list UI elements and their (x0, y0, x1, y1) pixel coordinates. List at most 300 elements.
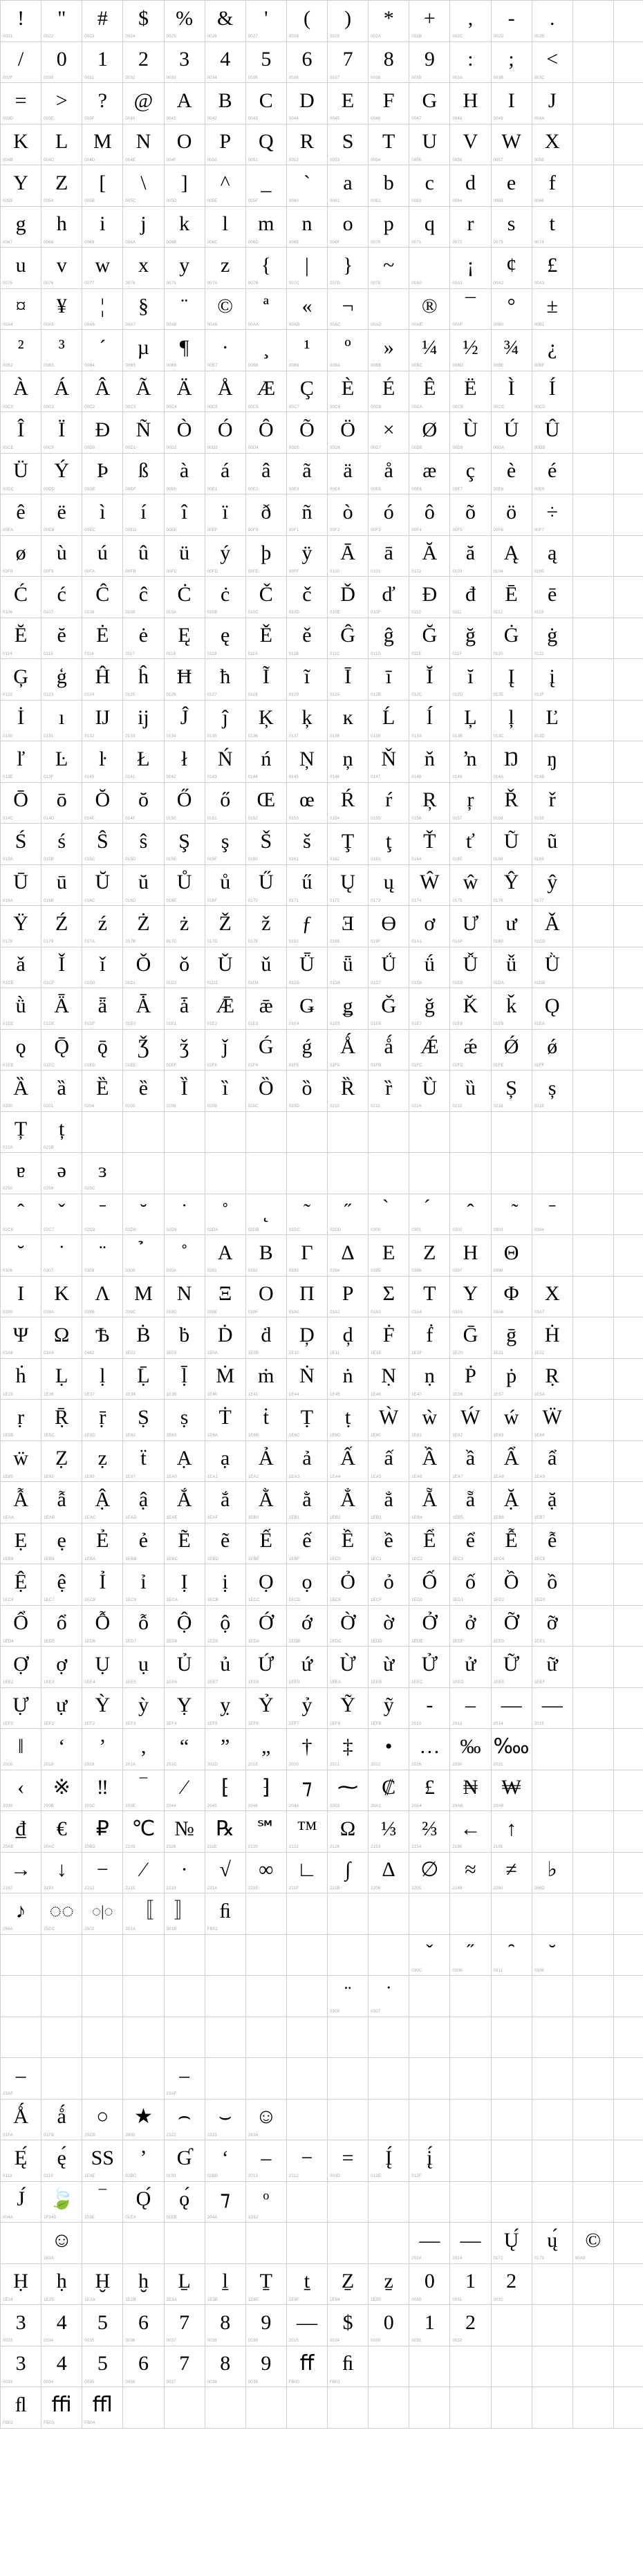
glyph-cell[interactable] (409, 1194, 450, 1235)
glyph-cell[interactable] (205, 1729, 245, 1770)
glyph-cell[interactable] (205, 124, 245, 165)
glyph-cell[interactable] (41, 1194, 82, 1235)
glyph-cell[interactable] (450, 1317, 491, 1359)
glyph-cell[interactable] (1, 2181, 41, 2223)
glyph-cell[interactable] (164, 288, 205, 330)
glyph-cell[interactable] (491, 1440, 532, 1482)
glyph-cell[interactable] (1, 659, 41, 701)
glyph-cell[interactable] (164, 494, 205, 536)
glyph-cell[interactable] (245, 1440, 286, 1482)
glyph-cell[interactable] (369, 83, 409, 124)
glyph-cell[interactable] (164, 1276, 205, 1317)
glyph-cell[interactable] (41, 248, 82, 289)
glyph-cell[interactable] (286, 535, 327, 577)
glyph-cell[interactable] (369, 1729, 409, 1770)
glyph-cell[interactable] (491, 577, 532, 618)
glyph-cell[interactable] (491, 1564, 532, 1606)
glyph-cell[interactable] (123, 1811, 164, 1853)
glyph-cell[interactable] (123, 700, 164, 741)
glyph-cell[interactable] (82, 83, 123, 124)
glyph-cell[interactable] (123, 330, 164, 371)
glyph-cell[interactable] (82, 577, 123, 618)
glyph-cell[interactable] (450, 1687, 491, 1729)
glyph-cell[interactable] (123, 2099, 164, 2140)
glyph-cell[interactable] (328, 1, 369, 42)
glyph-cell[interactable] (532, 700, 572, 741)
glyph-cell[interactable] (82, 1523, 123, 1564)
glyph-cell[interactable] (286, 1, 327, 42)
glyph-cell[interactable] (82, 1400, 123, 1441)
glyph-cell[interactable] (491, 2223, 532, 2264)
glyph-cell[interactable] (491, 1647, 532, 1688)
glyph-cell[interactable] (532, 83, 572, 124)
glyph-cell[interactable] (369, 1317, 409, 1359)
glyph-cell[interactable] (164, 700, 205, 741)
glyph-cell[interactable] (164, 412, 205, 454)
glyph-cell[interactable] (41, 741, 82, 783)
glyph-cell[interactable] (1, 741, 41, 783)
glyph-cell[interactable] (245, 288, 286, 330)
glyph-cell[interactable] (491, 1523, 532, 1564)
glyph-cell[interactable] (409, 1605, 450, 1647)
glyph-cell[interactable] (245, 1687, 286, 1729)
glyph-cell[interactable] (41, 412, 82, 454)
glyph-cell[interactable] (245, 864, 286, 906)
glyph-cell[interactable] (409, 1400, 450, 1441)
glyph-cell[interactable] (1, 1400, 41, 1441)
glyph-cell[interactable] (450, 1770, 491, 1811)
glyph-cell[interactable] (532, 288, 572, 330)
glyph-cell[interactable] (450, 906, 491, 947)
glyph-cell[interactable] (82, 206, 123, 248)
glyph-cell[interactable] (205, 330, 245, 371)
glyph-cell[interactable] (1, 124, 41, 165)
glyph-cell[interactable] (450, 248, 491, 289)
glyph-cell[interactable] (491, 2263, 532, 2305)
glyph-cell[interactable] (82, 700, 123, 741)
glyph-cell[interactable] (82, 371, 123, 412)
glyph-cell[interactable] (164, 1852, 205, 1893)
glyph-cell[interactable] (409, 330, 450, 371)
glyph-cell[interactable] (1, 1276, 41, 1317)
glyph-cell[interactable] (123, 535, 164, 577)
glyph-cell[interactable] (409, 494, 450, 536)
glyph-cell[interactable] (123, 1358, 164, 1400)
glyph-cell[interactable] (205, 371, 245, 412)
glyph-cell[interactable] (82, 2181, 123, 2223)
glyph-cell[interactable] (123, 741, 164, 783)
glyph-cell[interactable] (82, 1687, 123, 1729)
glyph-cell[interactable] (82, 1811, 123, 1853)
glyph-cell[interactable] (328, 1729, 369, 1770)
glyph-cell[interactable] (1, 1605, 41, 1647)
glyph-cell[interactable] (164, 659, 205, 701)
glyph-cell[interactable] (491, 1605, 532, 1647)
glyph-cell[interactable] (369, 1235, 409, 1277)
glyph-cell[interactable] (164, 1440, 205, 1482)
glyph-cell[interactable] (164, 1400, 205, 1441)
glyph-cell[interactable] (328, 165, 369, 207)
glyph-cell[interactable] (491, 906, 532, 947)
glyph-cell[interactable] (123, 1317, 164, 1359)
glyph-cell[interactable] (369, 412, 409, 454)
glyph-cell[interactable] (286, 1029, 327, 1071)
glyph-cell[interactable] (450, 1, 491, 42)
glyph-cell[interactable] (369, 1647, 409, 1688)
glyph-cell[interactable] (205, 1029, 245, 1071)
glyph-cell[interactable] (245, 824, 286, 865)
glyph-cell[interactable] (82, 741, 123, 783)
glyph-cell[interactable] (123, 1194, 164, 1235)
glyph-cell[interactable] (532, 1523, 572, 1564)
glyph-cell[interactable] (123, 453, 164, 494)
glyph-cell[interactable] (328, 1564, 369, 1606)
glyph-cell[interactable] (164, 782, 205, 824)
glyph-cell[interactable] (82, 288, 123, 330)
glyph-cell[interactable] (286, 1400, 327, 1441)
glyph-cell[interactable] (123, 165, 164, 207)
glyph-cell[interactable] (328, 1276, 369, 1317)
glyph-cell[interactable] (369, 1482, 409, 1523)
glyph-cell[interactable] (205, 1647, 245, 1688)
glyph-cell[interactable] (532, 1071, 572, 1112)
glyph-cell[interactable] (369, 1400, 409, 1441)
glyph-cell[interactable] (491, 83, 532, 124)
glyph-cell[interactable] (409, 1276, 450, 1317)
glyph-cell[interactable] (1, 864, 41, 906)
glyph-cell[interactable] (41, 2305, 82, 2346)
glyph-cell[interactable] (164, 1, 205, 42)
glyph-cell[interactable] (450, 1358, 491, 1400)
glyph-cell[interactable] (286, 988, 327, 1030)
glyph-cell[interactable] (41, 1523, 82, 1564)
glyph-cell[interactable] (123, 1770, 164, 1811)
glyph-cell[interactable] (205, 577, 245, 618)
glyph-cell[interactable] (164, 906, 205, 947)
glyph-cell[interactable] (205, 165, 245, 207)
glyph-cell[interactable] (409, 1729, 450, 1770)
glyph-cell[interactable] (123, 1687, 164, 1729)
glyph-cell[interactable] (41, 2387, 82, 2429)
glyph-cell[interactable] (491, 206, 532, 248)
glyph-cell[interactable] (245, 1071, 286, 1112)
glyph-cell[interactable] (164, 1194, 205, 1235)
glyph-cell[interactable] (82, 659, 123, 701)
glyph-cell[interactable] (205, 1235, 245, 1277)
glyph-cell[interactable] (1, 1317, 41, 1359)
glyph-cell[interactable] (369, 1, 409, 42)
glyph-cell[interactable] (164, 618, 205, 659)
glyph-cell[interactable] (1, 1153, 41, 1194)
glyph-cell[interactable] (1, 577, 41, 618)
glyph-cell[interactable] (409, 1029, 450, 1071)
glyph-cell[interactable] (450, 824, 491, 865)
glyph-cell[interactable] (532, 659, 572, 701)
glyph-cell[interactable] (123, 2140, 164, 2182)
glyph-cell[interactable] (491, 1687, 532, 1729)
glyph-cell[interactable] (286, 165, 327, 207)
glyph-cell[interactable] (41, 659, 82, 701)
glyph-cell[interactable] (491, 659, 532, 701)
glyph-cell[interactable] (409, 1235, 450, 1277)
glyph-cell[interactable] (328, 206, 369, 248)
glyph-cell[interactable] (41, 1440, 82, 1482)
glyph-cell[interactable] (286, 248, 327, 289)
glyph-cell[interactable] (123, 2305, 164, 2346)
glyph-cell[interactable] (369, 577, 409, 618)
glyph-cell[interactable] (532, 1276, 572, 1317)
glyph-cell[interactable] (205, 1317, 245, 1359)
glyph-cell[interactable] (369, 1976, 409, 2017)
glyph-cell[interactable] (1, 782, 41, 824)
glyph-cell[interactable] (245, 1276, 286, 1317)
glyph-cell[interactable] (245, 1400, 286, 1441)
glyph-cell[interactable] (245, 2181, 286, 2223)
glyph-cell[interactable] (205, 1440, 245, 1482)
glyph-cell[interactable] (369, 824, 409, 865)
glyph-cell[interactable] (328, 124, 369, 165)
glyph-cell[interactable] (41, 1029, 82, 1071)
glyph-cell[interactable] (1, 824, 41, 865)
glyph-cell[interactable] (164, 1729, 205, 1770)
glyph-cell[interactable] (491, 453, 532, 494)
glyph-cell[interactable] (123, 124, 164, 165)
glyph-cell[interactable] (409, 535, 450, 577)
glyph-cell[interactable] (41, 1317, 82, 1359)
glyph-cell[interactable] (286, 741, 327, 783)
glyph-cell[interactable] (286, 906, 327, 947)
glyph-cell[interactable] (41, 1770, 82, 1811)
glyph-cell[interactable] (41, 2223, 82, 2264)
glyph-cell[interactable] (409, 2223, 450, 2264)
glyph-cell[interactable] (205, 2181, 245, 2223)
glyph-cell[interactable] (532, 1647, 572, 1688)
glyph-cell[interactable] (1, 1, 41, 42)
glyph-cell[interactable] (205, 1276, 245, 1317)
glyph-cell[interactable] (532, 741, 572, 783)
glyph-cell[interactable] (328, 741, 369, 783)
glyph-cell[interactable] (205, 1893, 245, 1935)
glyph-cell[interactable] (450, 741, 491, 783)
glyph-cell[interactable] (123, 1029, 164, 1071)
glyph-cell[interactable] (123, 577, 164, 618)
glyph-cell[interactable] (1, 2387, 41, 2429)
glyph-cell[interactable] (41, 1358, 82, 1400)
glyph-cell[interactable] (532, 1687, 572, 1729)
glyph-cell[interactable] (1, 2305, 41, 2346)
glyph-cell[interactable] (328, 1811, 369, 1853)
glyph-cell[interactable] (82, 1852, 123, 1893)
glyph-cell[interactable] (328, 453, 369, 494)
glyph-cell[interactable] (164, 165, 205, 207)
glyph-cell[interactable] (450, 1400, 491, 1441)
glyph-cell[interactable] (491, 41, 532, 83)
glyph-cell[interactable] (532, 412, 572, 454)
glyph-cell[interactable] (245, 535, 286, 577)
glyph-cell[interactable] (369, 1194, 409, 1235)
glyph-cell[interactable] (369, 2140, 409, 2182)
glyph-cell[interactable] (286, 288, 327, 330)
glyph-cell[interactable] (328, 700, 369, 741)
glyph-cell[interactable] (450, 1729, 491, 1770)
glyph-cell[interactable] (450, 700, 491, 741)
glyph-cell[interactable] (82, 1729, 123, 1770)
glyph-cell[interactable] (164, 1358, 205, 1400)
glyph-cell[interactable] (409, 2140, 450, 2182)
glyph-cell[interactable] (205, 2263, 245, 2305)
glyph-cell[interactable] (532, 947, 572, 988)
glyph-cell[interactable] (328, 1687, 369, 1729)
glyph-cell[interactable] (164, 864, 205, 906)
glyph-cell[interactable] (369, 864, 409, 906)
glyph-cell[interactable] (328, 41, 369, 83)
glyph-cell[interactable] (123, 824, 164, 865)
glyph-cell[interactable] (532, 1194, 572, 1235)
glyph-cell[interactable] (491, 165, 532, 207)
glyph-cell[interactable] (205, 824, 245, 865)
glyph-cell[interactable] (205, 741, 245, 783)
glyph-cell[interactable] (409, 947, 450, 988)
glyph-cell[interactable] (286, 206, 327, 248)
glyph-cell[interactable] (409, 1687, 450, 1729)
glyph-cell[interactable] (82, 494, 123, 536)
glyph-cell[interactable] (286, 1194, 327, 1235)
glyph-cell[interactable] (1, 1482, 41, 1523)
glyph-cell[interactable] (409, 906, 450, 947)
glyph-cell[interactable] (532, 988, 572, 1030)
glyph-cell[interactable] (82, 906, 123, 947)
glyph-cell[interactable] (328, 1400, 369, 1441)
glyph-cell[interactable] (245, 1358, 286, 1400)
glyph-cell[interactable] (41, 1647, 82, 1688)
glyph-cell[interactable] (123, 988, 164, 1030)
glyph-cell[interactable] (572, 2223, 613, 2264)
glyph-cell[interactable] (1, 1523, 41, 1564)
glyph-cell[interactable] (82, 864, 123, 906)
glyph-cell[interactable] (82, 1564, 123, 1606)
glyph-cell[interactable] (409, 741, 450, 783)
glyph-cell[interactable] (245, 741, 286, 783)
glyph-cell[interactable] (286, 1235, 327, 1277)
glyph-cell[interactable] (205, 1194, 245, 1235)
glyph-cell[interactable] (205, 1071, 245, 1112)
glyph-cell[interactable] (245, 206, 286, 248)
glyph-cell[interactable] (123, 1, 164, 42)
glyph-cell[interactable] (164, 124, 205, 165)
glyph-cell[interactable] (123, 1647, 164, 1688)
glyph-cell[interactable] (41, 1811, 82, 1853)
glyph-cell[interactable] (369, 659, 409, 701)
glyph-cell[interactable] (41, 824, 82, 865)
glyph-cell[interactable] (532, 1, 572, 42)
glyph-cell[interactable] (286, 2140, 327, 2182)
glyph-cell[interactable] (123, 1523, 164, 1564)
glyph-cell[interactable] (369, 248, 409, 289)
glyph-cell[interactable] (286, 124, 327, 165)
glyph-cell[interactable] (328, 1523, 369, 1564)
glyph-cell[interactable] (450, 1934, 491, 1976)
glyph-cell[interactable] (491, 782, 532, 824)
glyph-cell[interactable] (532, 864, 572, 906)
glyph-cell[interactable] (369, 2305, 409, 2346)
glyph-cell[interactable] (164, 83, 205, 124)
glyph-cell[interactable] (41, 1276, 82, 1317)
glyph-cell[interactable] (532, 1605, 572, 1647)
glyph-cell[interactable] (450, 1440, 491, 1482)
glyph-cell[interactable] (369, 453, 409, 494)
glyph-cell[interactable] (1, 906, 41, 947)
glyph-cell[interactable] (1, 2346, 41, 2387)
glyph-cell[interactable] (491, 947, 532, 988)
glyph-cell[interactable] (328, 659, 369, 701)
glyph-cell[interactable] (450, 1605, 491, 1647)
glyph-cell[interactable] (164, 741, 205, 783)
glyph-cell[interactable] (205, 412, 245, 454)
glyph-cell[interactable] (41, 330, 82, 371)
glyph-cell[interactable] (82, 618, 123, 659)
glyph-cell[interactable] (286, 1482, 327, 1523)
glyph-cell[interactable] (245, 1194, 286, 1235)
glyph-cell[interactable] (369, 741, 409, 783)
glyph-cell[interactable] (1, 165, 41, 207)
glyph-cell[interactable] (123, 1440, 164, 1482)
glyph-cell[interactable] (41, 2099, 82, 2140)
glyph-cell[interactable] (205, 988, 245, 1030)
glyph-cell[interactable] (328, 782, 369, 824)
glyph-cell[interactable] (532, 41, 572, 83)
glyph-cell[interactable] (369, 2263, 409, 2305)
glyph-cell[interactable] (82, 1, 123, 42)
glyph-cell[interactable] (369, 206, 409, 248)
glyph-cell[interactable] (450, 412, 491, 454)
glyph-cell[interactable] (123, 83, 164, 124)
glyph-cell[interactable] (409, 2263, 450, 2305)
glyph-cell[interactable] (450, 288, 491, 330)
glyph-cell[interactable] (532, 1317, 572, 1359)
glyph-cell[interactable] (369, 782, 409, 824)
glyph-cell[interactable] (491, 494, 532, 536)
glyph-cell[interactable] (164, 1317, 205, 1359)
glyph-cell[interactable] (164, 1523, 205, 1564)
glyph-cell[interactable] (164, 1029, 205, 1071)
glyph-cell[interactable] (123, 1852, 164, 1893)
glyph-cell[interactable] (450, 494, 491, 536)
glyph-cell[interactable] (286, 453, 327, 494)
glyph-cell[interactable] (245, 1235, 286, 1277)
glyph-cell[interactable] (1, 1564, 41, 1606)
glyph-cell[interactable] (286, 1523, 327, 1564)
glyph-cell[interactable] (41, 988, 82, 1030)
glyph-cell[interactable] (409, 1, 450, 42)
glyph-cell[interactable] (491, 1235, 532, 1277)
glyph-cell[interactable] (82, 41, 123, 83)
glyph-cell[interactable] (532, 535, 572, 577)
glyph-cell[interactable] (205, 618, 245, 659)
glyph-cell[interactable] (491, 371, 532, 412)
glyph-cell[interactable] (409, 1523, 450, 1564)
glyph-cell[interactable] (532, 330, 572, 371)
glyph-cell[interactable] (328, 2263, 369, 2305)
glyph-cell[interactable] (41, 1893, 82, 1935)
glyph-cell[interactable] (41, 1400, 82, 1441)
glyph-cell[interactable] (450, 2223, 491, 2264)
glyph-cell[interactable] (409, 1811, 450, 1853)
glyph-cell[interactable] (164, 206, 205, 248)
glyph-cell[interactable] (123, 906, 164, 947)
glyph-cell[interactable] (450, 41, 491, 83)
glyph-cell[interactable] (328, 577, 369, 618)
glyph-cell[interactable] (491, 1770, 532, 1811)
